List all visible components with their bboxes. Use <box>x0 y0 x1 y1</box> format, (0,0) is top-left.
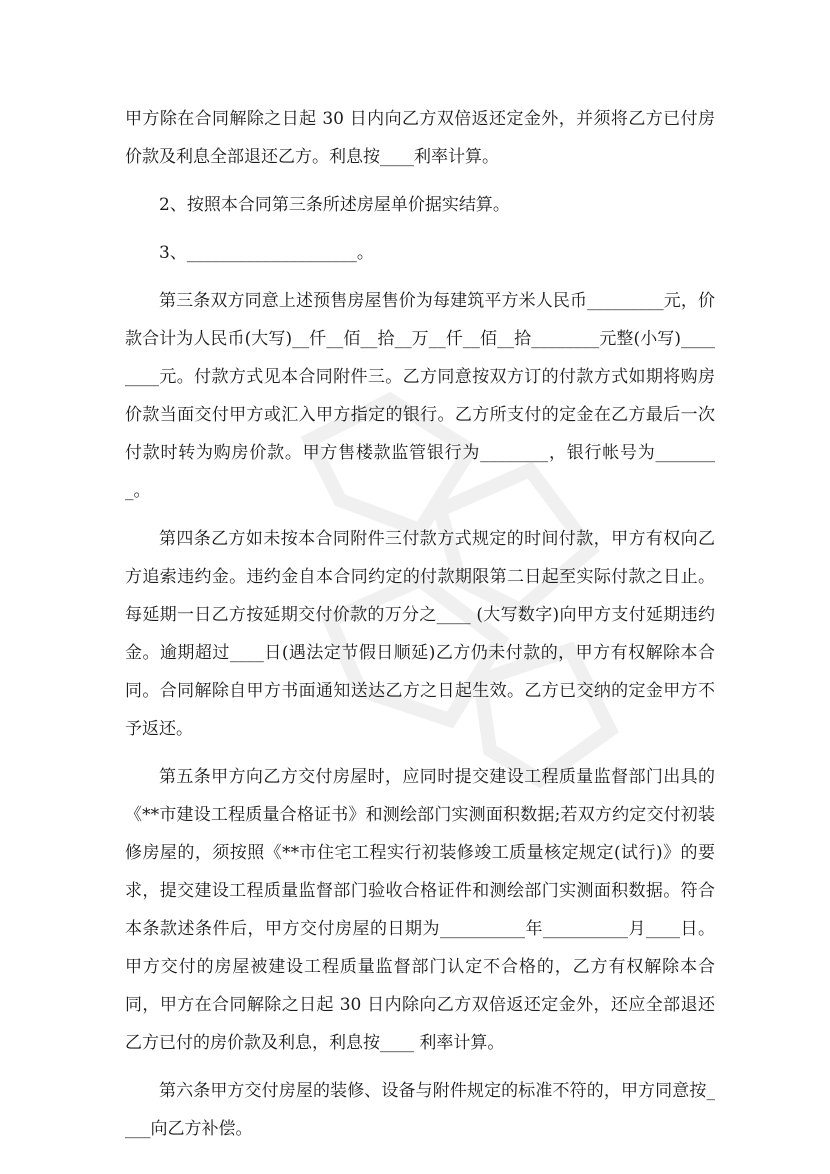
paragraph-item-2: 2、按照本合同第三条所述房屋单价据实结算。 <box>159 195 510 215</box>
paragraph-article-4: 第四条乙方如未按本合同附件三付款方式规定的时间付款，甲方有权向乙方追索违约金。违约金自本合同约定的付款期限第二日起至实际付款之日止。每延期一日乙方按延期交付价款的万分之____ (大写数字)向甲方支付延期违约金。逾期超过____日(遇法定节假日顺延)乙方仍未付款的，甲方有权解除本合同。合同解除自甲方书面通知送达乙方之日起生效。乙方已交纳的定金甲方不予返还。 <box>125 529 715 739</box>
paragraph-article-6: 第六条甲方交付房屋的装修、设备与附件规定的标准不符的，甲方同意按____向乙方补偿。 <box>125 1081 715 1139</box>
paragraph-article-3: 第三条双方同意上述预售房屋售价为每建筑平方米人民币_________元，价款合计为人民币(大写)__仟__佰__拾__万__仟__佰__拾________元整(小写)________元。付款方式见本合同附件三。乙方同意按双方订的付款方式如期将购房价款当面交付甲方或汇入甲方指定的银行。乙方所支付的定金在乙方最后一次付款时转为购房价款。甲方售楼款监管银行为________，银行帐号为________。 <box>125 291 715 501</box>
paragraph-article-5: 第五条甲方向乙方交付房屋时，应同时提交建设工程质量监督部门出具的《**市建设工程质量合格证书》和测绘部门实测面积数据;若双方约定交付初装修房屋的，须按照《**市住宅工程实行初装修竣工质量核定规定(试行)》的要求，提交建设工程质量监督部门验收合格证件和测绘部门实测面积数据。符合本条款述条件后，甲方交付房屋的日期为__________年__________月____日。甲方交付的房屋被建设工程质量监督部门认定不合格的，乙方有权解除本合同，甲方在合同解除之日起 30 日内除向乙方双倍返还定金外，还应全部退还乙方已付的房价款及利息，利息按____ 利率计算。 <box>125 767 715 1053</box>
paragraph-refund-clause: 甲方除在合同解除之日起 30 日内向乙方双倍返还定金外，并须将乙方已付房价款及利息全部退还乙方。利息按____利率计算。 <box>125 109 715 167</box>
document-body <box>125 100 715 1158</box>
paragraph-item-3: 3、____________________。 <box>159 243 374 263</box>
